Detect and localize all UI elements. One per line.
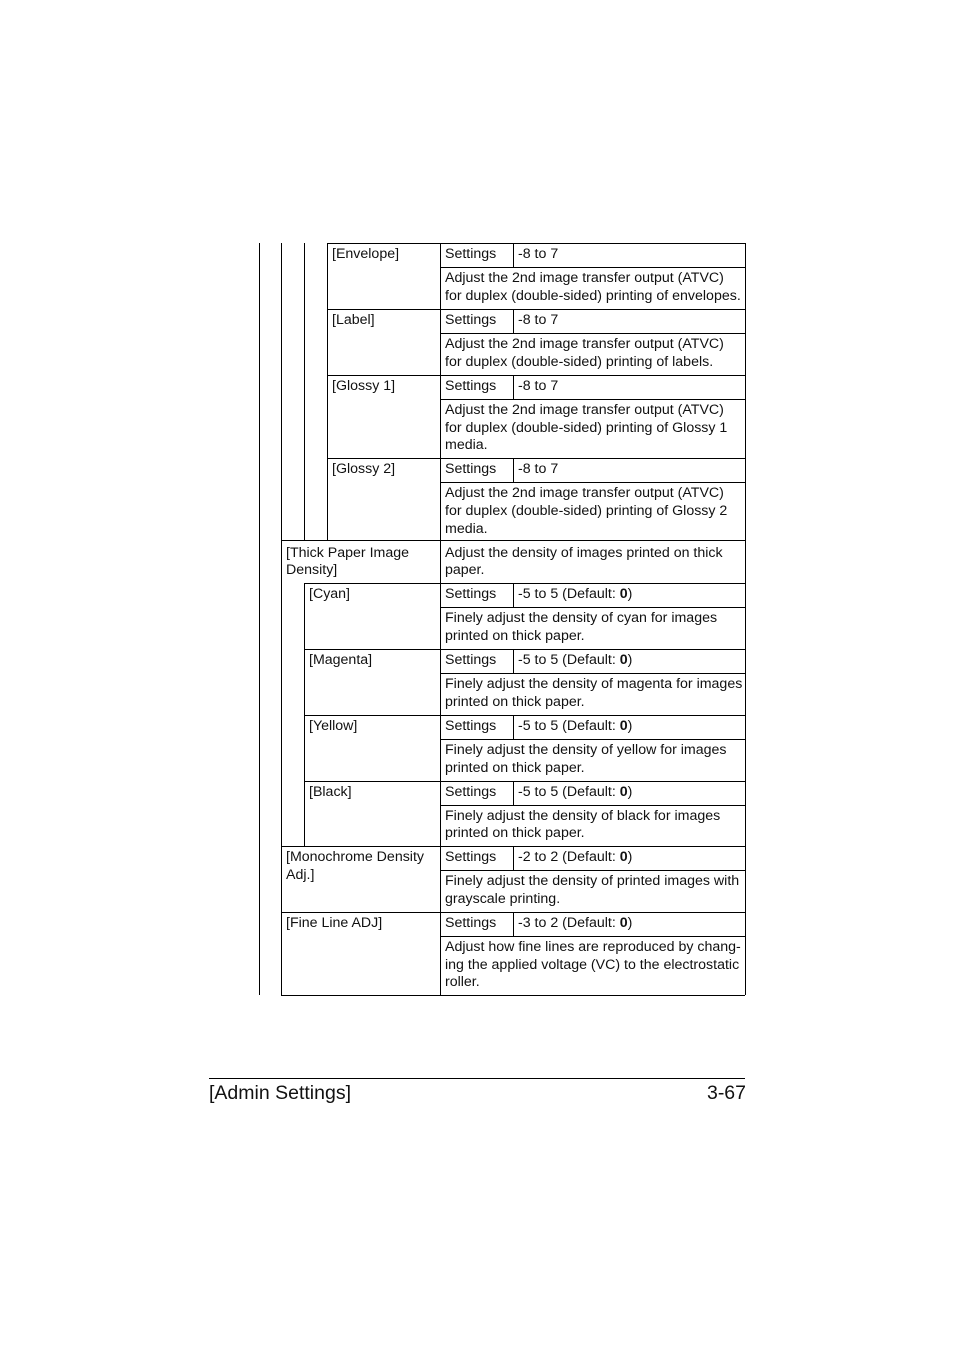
description-line: printed on thick paper.: [445, 628, 585, 644]
row-line: [440, 673, 745, 674]
description-line: for duplex (double-sided) printing of Glossy 2: [445, 503, 728, 519]
row-label: [Glossy 1]: [332, 378, 396, 394]
row-line: [440, 399, 745, 400]
settings-value: -5 to 5 (Default: 0): [518, 586, 633, 602]
description-line: Adjust the 2nd image transfer output (ATVC): [445, 270, 724, 286]
row-label: [Label]: [332, 312, 375, 328]
row-label: [Envelope]: [332, 246, 400, 262]
description-line: printed on thick paper.: [445, 825, 585, 841]
table-bottom: [281, 995, 745, 996]
row-line: [327, 309, 745, 310]
row-line: [281, 846, 745, 847]
row-label: [Glossy 2]: [332, 461, 396, 477]
row-line: [440, 936, 745, 937]
settings-sep: [513, 458, 514, 482]
description-line: Adjust the 2nd image transfer output (ATVC): [445, 485, 724, 501]
row-label: Adj.]: [286, 867, 315, 883]
settings-sep: [513, 243, 514, 267]
settings-value: -5 to 5 (Default: 0): [518, 784, 633, 800]
settings-sep: [513, 375, 514, 399]
row-line: [281, 912, 745, 913]
description-line: roller.: [445, 974, 480, 990]
description-line: printed on thick paper.: [445, 760, 585, 776]
description-line: Finely adjust the density of black for images: [445, 808, 721, 824]
settings-label: Settings: [445, 461, 497, 477]
settings-sep: [513, 846, 514, 870]
settings-sep: [513, 715, 514, 739]
row-line: [440, 805, 745, 806]
outline-left-1: [259, 243, 260, 995]
row-line: [304, 781, 745, 782]
outline-left-3: [304, 243, 305, 540]
description-line: ing the applied voltage (VC) to the electrostatic: [445, 957, 740, 973]
footer-rule: [209, 1078, 745, 1079]
row-label: [Cyan]: [309, 586, 351, 602]
row-label: [Monochrome Density: [286, 849, 424, 865]
description-line: for duplex (double-sided) printing of Glossy 1: [445, 420, 728, 436]
description-line: for duplex (double-sided) printing of envelopes.: [445, 288, 741, 304]
settings-value: -2 to 2 (Default: 0): [518, 849, 633, 865]
settings-value: -3 to 2 (Default: 0): [518, 915, 633, 931]
settings-label: Settings: [445, 246, 497, 262]
outline-left-4: [327, 243, 328, 540]
description-line: media.: [445, 437, 488, 453]
default-value: 0: [619, 915, 628, 931]
row-label: [Yellow]: [309, 718, 358, 734]
description-line: paper.: [445, 562, 485, 578]
settings-label: Settings: [445, 915, 497, 931]
row-line: [281, 540, 745, 541]
settings-label: Settings: [445, 312, 497, 328]
settings-value: -8 to 7: [518, 312, 559, 328]
description-line: for duplex (double-sided) printing of labels.: [445, 354, 714, 370]
settings-label: Settings: [445, 784, 497, 800]
row-line: [440, 739, 745, 740]
settings-label: Settings: [445, 849, 497, 865]
row-label: Density]: [286, 562, 338, 578]
description-line: Finely adjust the density of magenta for images: [445, 676, 743, 692]
settings-label: Settings: [445, 586, 497, 602]
row-line: [440, 482, 745, 483]
row-line: [304, 649, 745, 650]
settings-sep: [513, 583, 514, 607]
settings-label: Settings: [445, 652, 497, 668]
settings-sep: [513, 649, 514, 673]
row-line: [440, 870, 745, 871]
description-line: Adjust the 2nd image transfer output (ATVC): [445, 402, 724, 418]
settings-sep: [513, 309, 514, 333]
description-line: Adjust the density of images printed on thick: [445, 545, 723, 561]
row-line: [327, 243, 745, 244]
settings-value: -8 to 7: [518, 246, 559, 262]
description-line: Finely adjust the density of cyan for images: [445, 610, 718, 626]
page-number: 3-67: [706, 1082, 746, 1104]
row-line: [440, 333, 745, 334]
default-value: 0: [619, 849, 628, 865]
default-value: 0: [619, 784, 628, 800]
description-line: media.: [445, 521, 488, 537]
description-line: Adjust how fine lines are reproduced by chang-: [445, 939, 741, 955]
row-line: [327, 458, 745, 459]
row-line: [440, 607, 745, 608]
description-line: Finely adjust the density of printed images with: [445, 873, 740, 889]
outline-left-2: [281, 243, 282, 995]
default-value: 0: [619, 652, 628, 668]
settings-label: Settings: [445, 378, 497, 394]
description-line: printed on thick paper.: [445, 694, 585, 710]
settings-value: -5 to 5 (Default: 0): [518, 718, 633, 734]
row-line: [327, 375, 745, 376]
description-line: Adjust the 2nd image transfer output (ATVC): [445, 336, 724, 352]
row-label: [Fine Line ADJ]: [286, 915, 383, 931]
table-right: [745, 243, 746, 995]
description-line: Finely adjust the density of yellow for images: [445, 742, 727, 758]
footer-section-title: [Admin Settings]: [209, 1082, 351, 1104]
row-label: [Magenta]: [309, 652, 373, 668]
settings-value: -8 to 7: [518, 461, 559, 477]
settings-value: -8 to 7: [518, 378, 559, 394]
settings-label: Settings: [445, 718, 497, 734]
row-label: [Black]: [309, 784, 352, 800]
row-line: [304, 583, 745, 584]
description-line: grayscale printing.: [445, 891, 561, 907]
default-value: 0: [619, 718, 628, 734]
row-line: [304, 715, 745, 716]
settings-value: -5 to 5 (Default: 0): [518, 652, 633, 668]
row-label: [Thick Paper Image: [286, 545, 410, 561]
settings-sep: [513, 781, 514, 805]
row-line: [440, 267, 745, 268]
default-value: 0: [619, 586, 628, 602]
desc-column-left: [440, 243, 441, 995]
settings-sep: [513, 912, 514, 936]
